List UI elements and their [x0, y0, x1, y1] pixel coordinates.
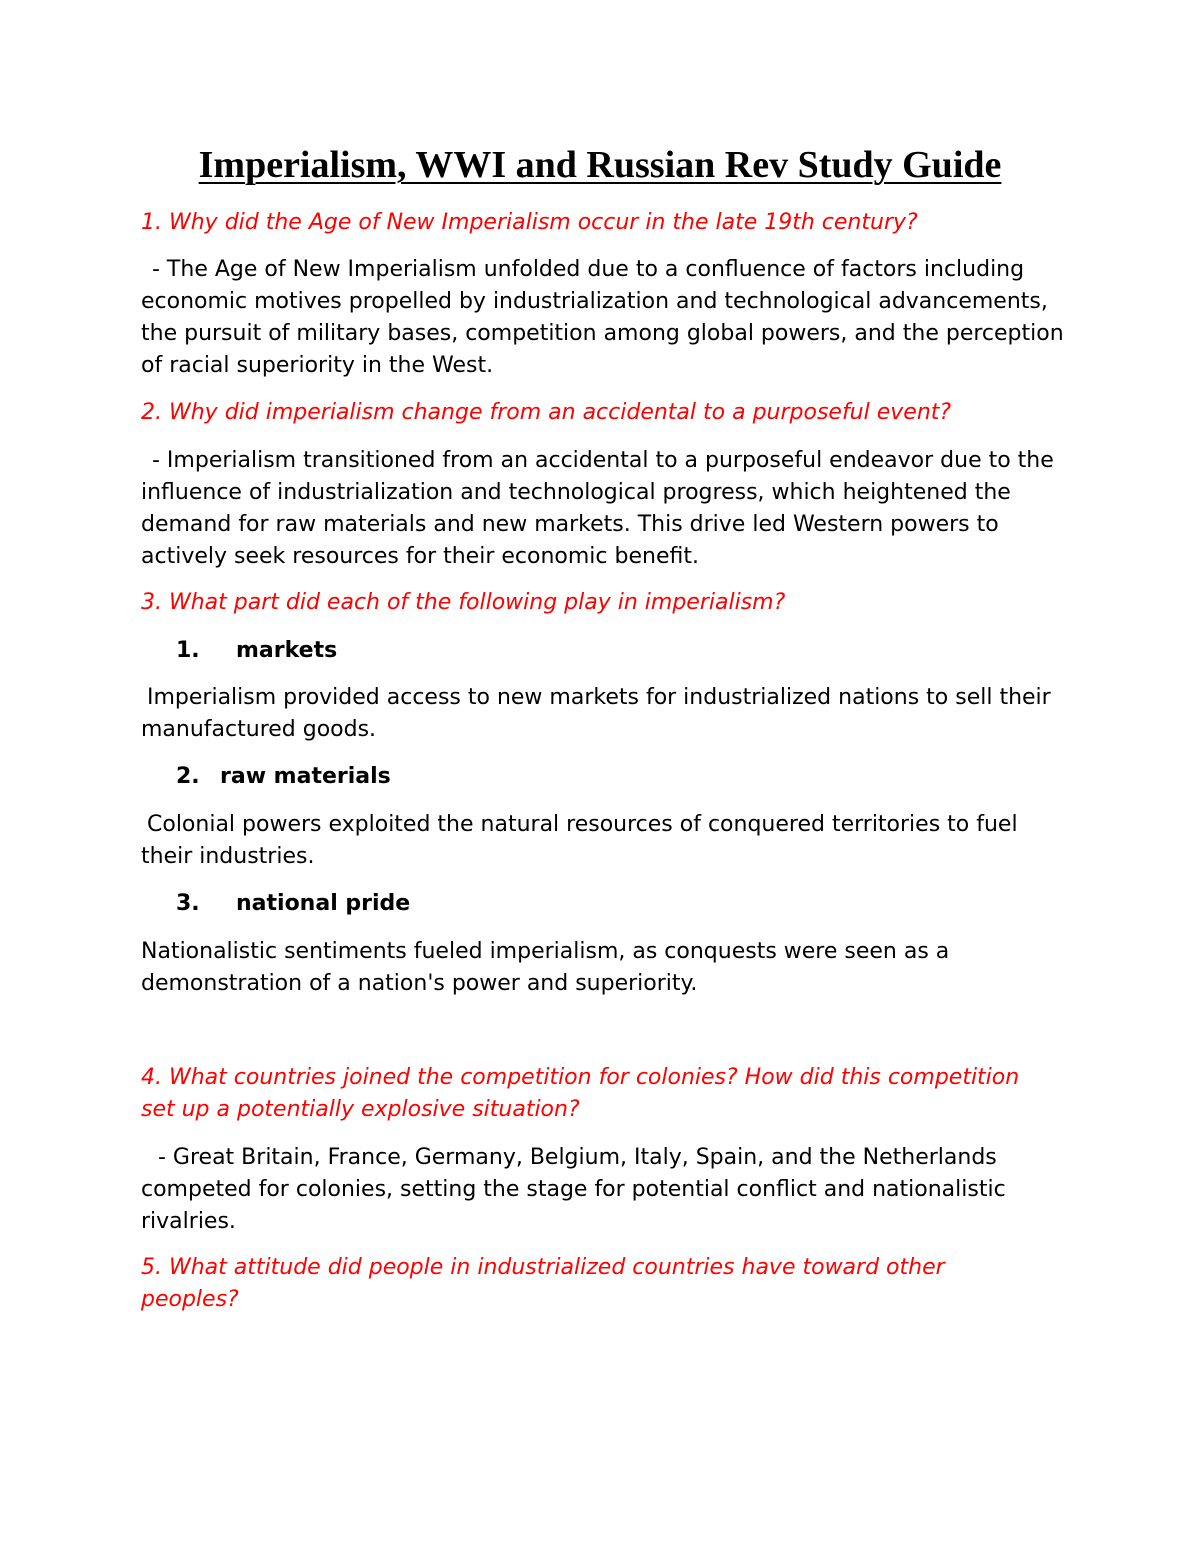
- answer-2: - Imperialism transitioned from an accidental to a purposeful endeavor due to the influence of industrialization and technological progress, which heightened the demand for raw materials and new markets. This drive led Western powers to actively seek resources for their economic benefit.: [141, 448, 1054, 569]
- sub-item-raw-materials: [176, 761, 391, 793]
- sub-item-number: 2.: [176, 764, 200, 789]
- question-2: 2. Why did imperialism change from an accidental to a purposeful event?: [141, 400, 952, 425]
- sub-answer-markets: Imperialism provided access to new markets for industrialized nations to sell their manufactured goods.: [141, 685, 1051, 742]
- sub-item-markets: [176, 635, 337, 667]
- question-1: 1. Why did the Age of New Imperialism occur in the late 19th century?: [141, 210, 918, 235]
- sub-answer-national-pride: Nationalistic sentiments fueled imperialism, as conquests were seen as a demonstration of a nation's power and superiority.: [141, 939, 950, 996]
- sub-item-number: 1.: [176, 638, 200, 663]
- sub-item-label: raw materials: [220, 764, 391, 789]
- sub-answer-raw-materials: Colonial powers exploited the natural resources of conquered territories to fuel their industries.: [141, 812, 1018, 869]
- sub-item-national-pride: [176, 888, 410, 920]
- question-3: 3. What part did each of the following play in imperialism?: [141, 590, 786, 615]
- sub-item-label: markets: [236, 638, 338, 663]
- answer-4: - Great Britain, France, Germany, Belgium, Italy, Spain, and the Netherlands competed for colonies, setting the stage for potential conflict and nationalistic rivalries.: [141, 1145, 1006, 1234]
- question-4: 4. What countries joined the competition for colonies? How did this competition set up a potentially explosive situation?: [141, 1065, 1020, 1122]
- answer-1: - The Age of New Imperialism unfolded due to a confluence of factors including economic motives propelled by industrialization and technological advancements, the pursuit of military bases, competition among global powers, and the perception of racial superiority in the West.: [141, 257, 1064, 378]
- question-5: 5. What attitude did people in industrialized countries have toward other peoples?: [141, 1255, 945, 1312]
- sub-item-label: national pride: [236, 891, 411, 916]
- page-title: Imperialism, WWI and Russian Rev Study Guide: [198, 144, 1002, 186]
- sub-item-number: 3.: [176, 891, 200, 916]
